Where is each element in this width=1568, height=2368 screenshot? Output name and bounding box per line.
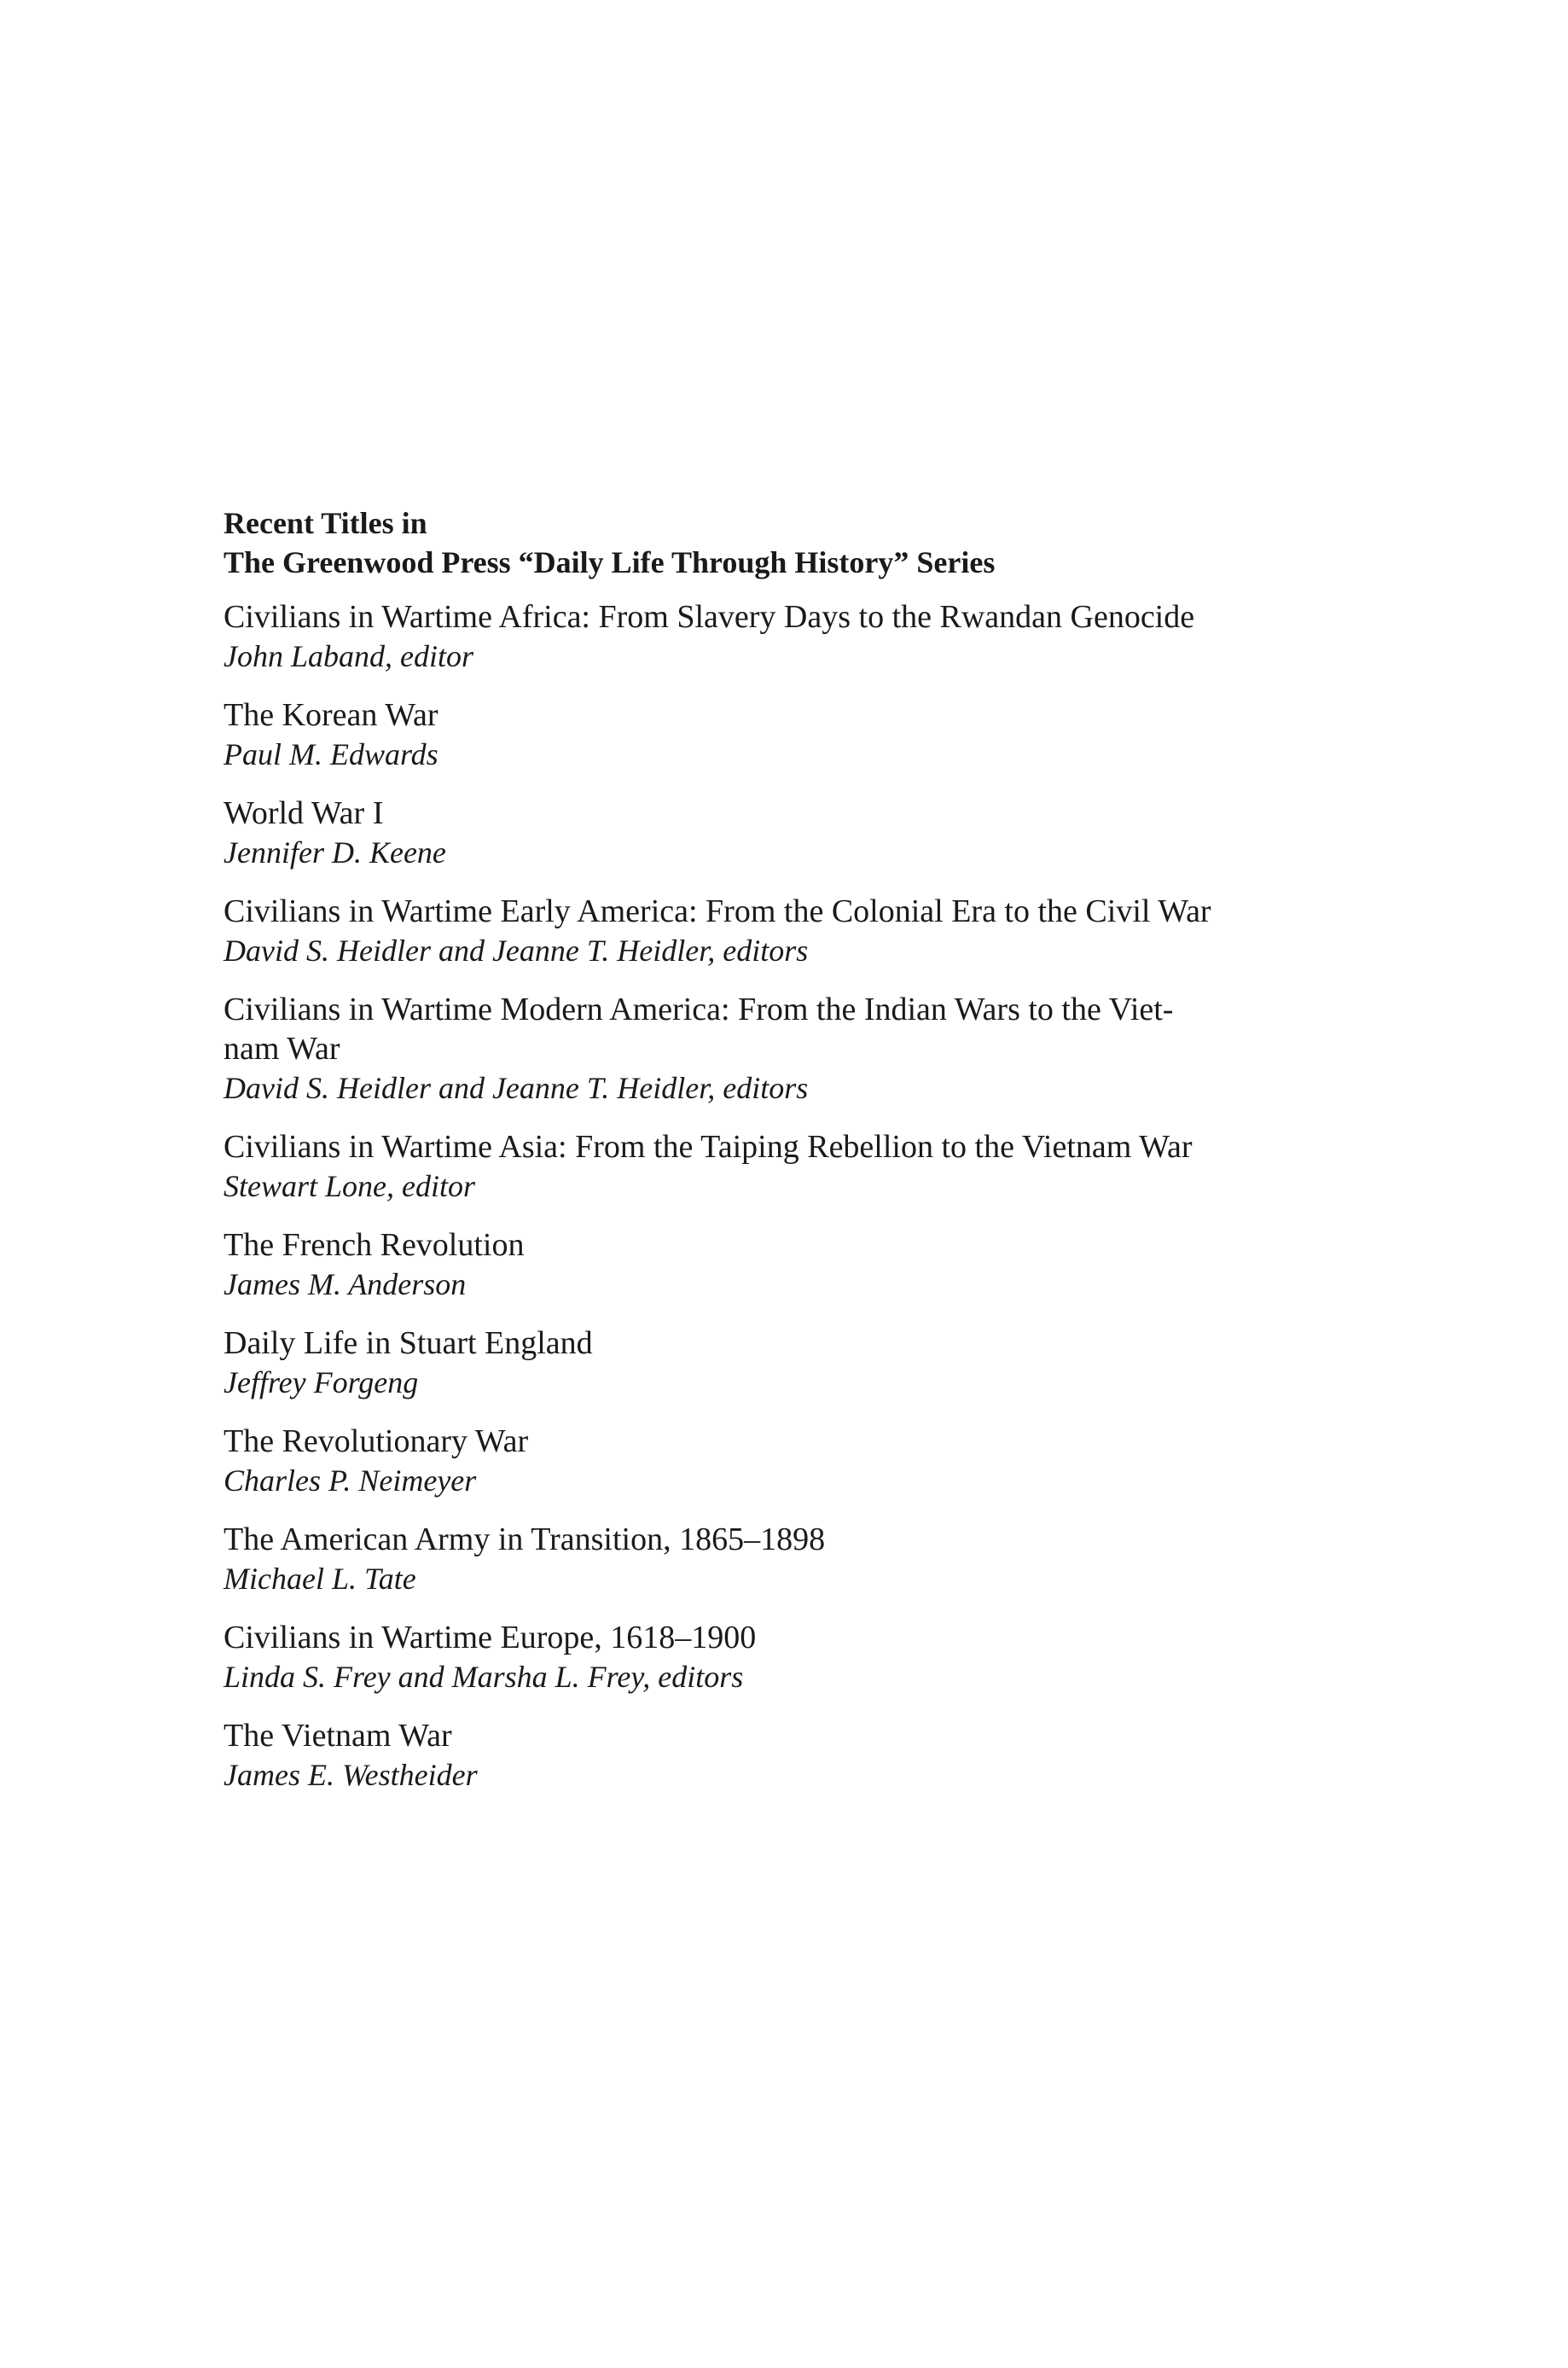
title-entry bbox=[224, 1127, 1333, 1206]
book-author: Paul M. Edwards bbox=[224, 737, 438, 771]
title-entry bbox=[224, 794, 1333, 872]
book-author: Stewart Lone, editor bbox=[224, 1169, 475, 1203]
book-title: The Korean War bbox=[224, 697, 438, 733]
title-entry bbox=[224, 1618, 1333, 1696]
book-title: The Vietnam War bbox=[224, 1718, 452, 1754]
book-title: The French Revolution bbox=[224, 1227, 525, 1263]
book-title: The Revolutionary War bbox=[224, 1423, 529, 1459]
book-author: Michael L. Tate bbox=[224, 1562, 416, 1596]
book-author: Jennifer D. Keene bbox=[224, 835, 446, 870]
book-author: Linda S. Frey and Marsha L. Frey, editors bbox=[224, 1660, 744, 1694]
book-author: Jeffrey Forgeng bbox=[224, 1365, 419, 1399]
title-entry bbox=[224, 990, 1333, 1108]
book-author: Charles P. Neimeyer bbox=[224, 1463, 477, 1498]
book-author: David S. Heidler and Jeanne T. Heidler, editors bbox=[224, 934, 809, 968]
title-entry bbox=[224, 892, 1333, 970]
heading-line-1: Recent Titles in bbox=[224, 506, 427, 540]
title-entries bbox=[224, 597, 1333, 1795]
book-title: Civilians in Wartime Africa: From Slavery Days to the Rwandan Genocide bbox=[224, 599, 1195, 635]
title-entry bbox=[224, 1422, 1333, 1500]
book-title: World War I bbox=[224, 795, 384, 831]
book-author: John Laband, editor bbox=[224, 639, 473, 673]
book-author: James E. Westheider bbox=[224, 1758, 478, 1792]
book-author: David S. Heidler and Jeanne T. Heidler, editors bbox=[224, 1071, 809, 1105]
book-title: Civilians in Wartime Early America: From the Colonial Era to the Civil War bbox=[224, 893, 1211, 929]
title-entry bbox=[224, 1225, 1333, 1304]
series-heading bbox=[224, 503, 1333, 582]
title-entry bbox=[224, 1716, 1333, 1795]
title-entry bbox=[224, 1324, 1333, 1402]
title-entry bbox=[224, 1520, 1333, 1598]
book-title: Civilians in Wartime Europe, 1618–1900 bbox=[224, 1620, 757, 1655]
book-title: Daily Life in Stuart England bbox=[224, 1325, 593, 1361]
book-title: Civilians in Wartime Modern America: From the Indian Wars to the Viet- bbox=[224, 992, 1174, 1027]
title-entry bbox=[224, 597, 1333, 676]
book-author: James M. Anderson bbox=[224, 1267, 467, 1301]
book-title: nam War bbox=[224, 1031, 340, 1067]
series-list bbox=[224, 503, 1333, 1814]
book-title: Civilians in Wartime Asia: From the Taiping Rebellion to the Vietnam War bbox=[224, 1129, 1193, 1165]
title-entry bbox=[224, 695, 1333, 774]
book-title: The American Army in Transition, 1865–1898 bbox=[224, 1521, 826, 1557]
heading-line-2: The Greenwood Press “Daily Life Through History” Series bbox=[224, 545, 996, 579]
